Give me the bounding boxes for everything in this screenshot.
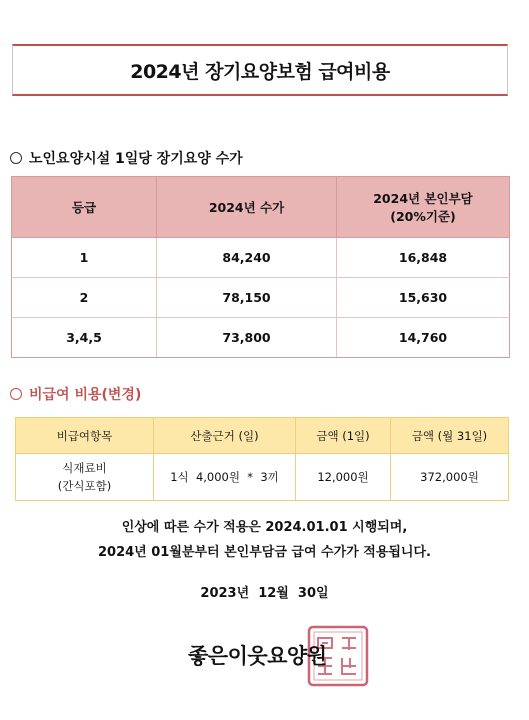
non-covered-cost-table: [15, 417, 509, 501]
header-daily-amount: 금액 (1일): [296, 418, 391, 454]
document-title-box: [12, 44, 508, 96]
copay-cell: 14,760: [337, 318, 510, 358]
copay-cell: 16,848: [337, 238, 510, 278]
care-fee-table: [11, 176, 510, 358]
monthly-amount-cell: 372,000원: [391, 454, 509, 501]
header-copay-2024: [337, 177, 510, 238]
table-row: [12, 238, 510, 278]
header-basis: 산출근거 (일): [154, 418, 296, 454]
table-header-row: [12, 177, 510, 238]
table-row: [16, 454, 509, 501]
section1-heading: [10, 148, 243, 168]
item-cell: [16, 454, 154, 501]
organization-name: 좋은이웃요양원: [188, 644, 327, 668]
table-row: [12, 278, 510, 318]
section2-heading: [10, 384, 141, 404]
header-fee-2024: 2024년 수가: [157, 177, 337, 238]
notice-line-1: 인상에 따른 수가 적용은 2024.01.01 시행되며,: [121, 520, 408, 535]
notice-line-2: 2024년 01월분부터 본인부담금 급여 수가가 적용됩니다.: [97, 545, 431, 560]
daily-amount-cell: 12,000원: [296, 454, 391, 501]
fee-cell: 84,240: [157, 238, 337, 278]
table-row: [12, 318, 510, 358]
fee-cell: 78,150: [157, 278, 337, 318]
document-date: 2023년 12월 30일: [200, 586, 329, 601]
circle-bullet-icon: [10, 388, 22, 400]
grade-cell: 1: [12, 238, 157, 278]
item-name: 식재료비: [62, 461, 107, 475]
header-item: 비급여항목: [16, 418, 154, 454]
item-note: (간식포함): [57, 479, 112, 493]
section2-heading-text: 비급여 비용(변경): [29, 387, 142, 403]
header-copay-line2: (20%기준): [390, 209, 456, 224]
document-title: 2024년 장기요양보험 급여비용: [130, 60, 390, 83]
fee-cell: 73,800: [157, 318, 337, 358]
header-grade: 등급: [12, 177, 157, 238]
section1-heading-text: 노인요양시설 1일당 장기요양 수가: [29, 151, 243, 167]
copay-cell: 15,630: [337, 278, 510, 318]
grade-cell: 3,4,5: [12, 318, 157, 358]
grade-cell: 2: [12, 278, 157, 318]
table-header-row: [16, 418, 509, 454]
header-monthly-amount: 금액 (월 31일): [391, 418, 509, 454]
basis-cell: 1식 4,000원 * 3끼: [154, 454, 296, 501]
header-copay-line1: 2024년 본인부담: [373, 191, 473, 206]
circle-bullet-icon: [10, 152, 22, 164]
